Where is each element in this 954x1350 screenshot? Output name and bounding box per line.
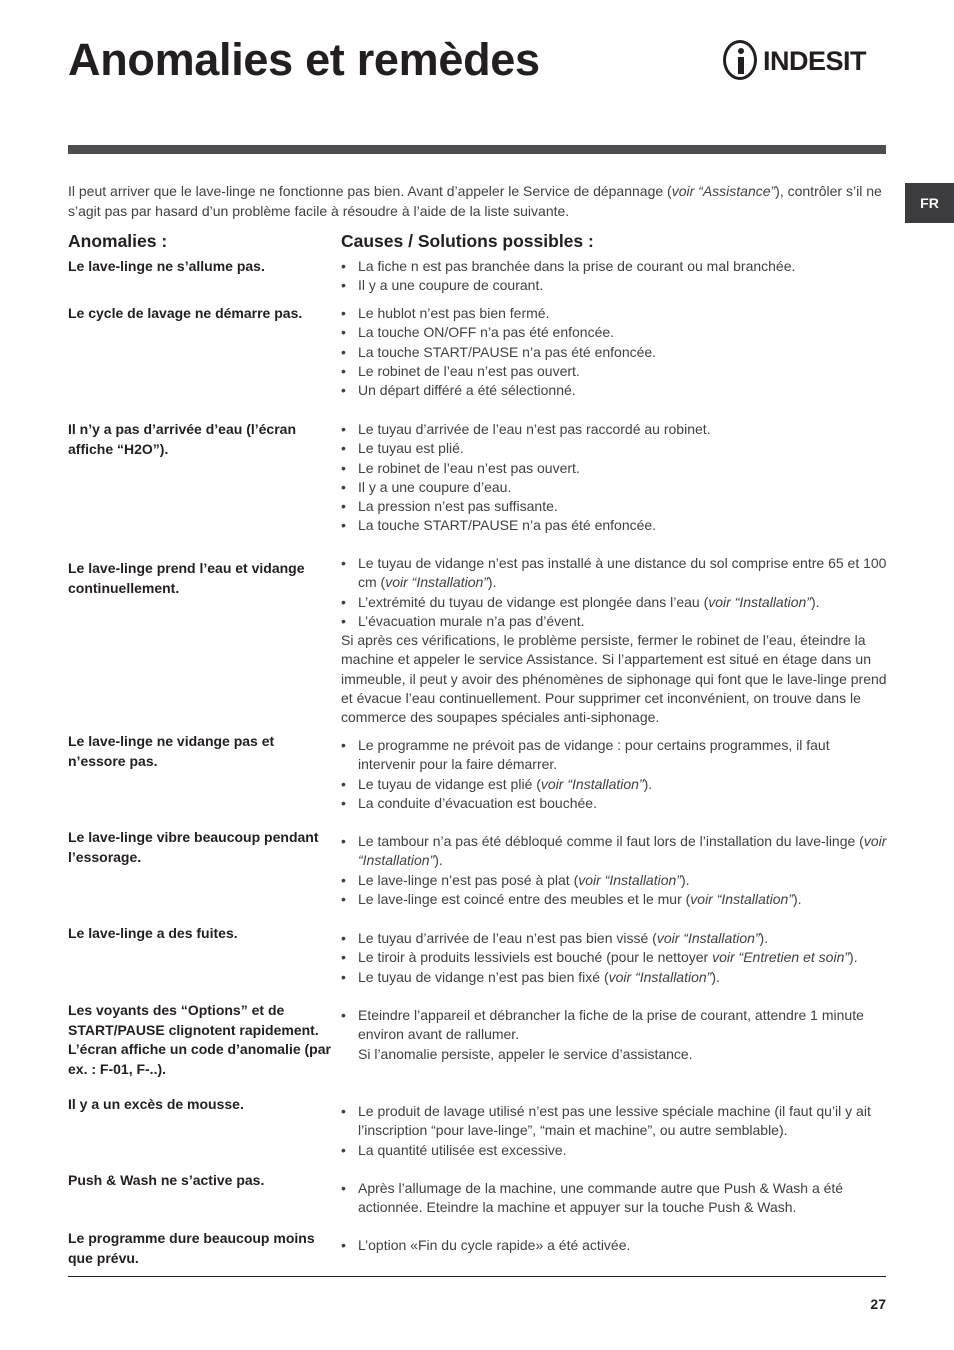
cause-item	[341, 362, 889, 381]
cause-item	[341, 968, 889, 987]
cause-item	[341, 736, 889, 775]
cause-text: L’extrémité du tuyau de vidange est plongée dans l’eau (	[358, 593, 709, 610]
solutions-block	[341, 257, 889, 296]
cause-text: L’évacuation murale n’a pas d’évent.	[358, 612, 585, 629]
cause-text: La touche START/PAUSE n’a pas été enfoncée.	[358, 343, 657, 360]
solutions-block	[341, 1006, 889, 1064]
cause-reference: voir “Installation”	[708, 593, 811, 610]
cause-item	[341, 497, 889, 516]
cause-text-end: ).	[487, 574, 497, 591]
cause-reference: voir “Installation”	[578, 871, 681, 888]
cause-item	[341, 276, 889, 295]
cause-reference: voir “Installation”	[608, 968, 712, 985]
cause-text: Le hublot n’est pas bien fermé.	[358, 305, 550, 321]
cause-item	[341, 381, 889, 400]
cause-text: Il y a une coupure de courant.	[358, 277, 544, 294]
anomaly-label: Le lave-linge ne vidange pas et n’essore pas.	[68, 733, 275, 769]
anomaly-label: Le lave-linge ne s’allume pas.	[68, 258, 265, 274]
cause-item	[341, 459, 889, 478]
cause-text-end: ).	[849, 949, 858, 966]
cause-item	[341, 304, 889, 323]
cause-item	[341, 1102, 889, 1141]
cause-item	[341, 832, 889, 871]
cause-item	[341, 439, 889, 458]
cause-text: Le tuyau de vidange est plié (	[358, 775, 541, 792]
language-tab: FR	[905, 183, 954, 223]
cause-text-end: ).	[759, 930, 769, 946]
cause-item	[341, 1179, 889, 1218]
cause-item	[341, 612, 889, 631]
cause-text-end: ).	[711, 968, 720, 985]
cause-text: Le tiroir à produits lessiviels est bouché (pour le nettoyer	[358, 949, 713, 966]
intro-text-a: Il peut arriver que le lave-linge ne fonctionne pas bien. Avant d’appeler le Service de dépannage (	[68, 183, 672, 199]
cause-text: La pression n’est pas suffisante.	[358, 498, 558, 515]
cause-item	[341, 929, 889, 948]
cause-text: La quantité utilisée est excessive.	[358, 1141, 567, 1158]
anomaly-label: Il y a un excès de mousse.	[68, 1096, 244, 1112]
anomaly-label: Le lave-linge prend l’eau et vidange continuellement.	[68, 560, 305, 596]
cause-text: La touche START/PAUSE n’a pas été enfoncée.	[358, 517, 657, 534]
info-i-icon	[723, 40, 757, 80]
solutions-block	[341, 420, 889, 536]
cause-item	[341, 420, 889, 439]
solution-note: Si après ces vérifications, le problème persiste, fermer le robinet de l’eau, éteindre la machine et appeler le service Assistance. Si l’appartement est situé en étage dans un immeuble, il peut y avoir des phénomènes de siphonage qui font que le lave-linge prend et évacue l’eau continuellement. Pour supprimer cet inconvénient, on trouve dans le commerce des soupapes spéciales anti-siphonage.	[341, 632, 887, 726]
cause-text: Le lave-linge est coincé entre des meubles et le mur (	[358, 890, 691, 907]
cause-item	[341, 1006, 889, 1064]
cause-text-end: ).	[434, 852, 443, 869]
cause-text: Le programme ne prévoit pas de vidange : pour certains programmes, il faut intervenir pour la faire démarrer.	[358, 737, 830, 773]
cause-text: Après l’allumage de la machine, une commande autre que Push & Wash a été actionnée. Eteindre la machine et appuyer sur la touche Push & Wash.	[358, 1180, 844, 1216]
anomaly-label: Le programme dure beaucoup moins que prévu.	[68, 1230, 315, 1266]
footer-rule	[68, 1276, 886, 1277]
cause-text-end: ).	[643, 775, 653, 792]
cause-text: Le tuyau de vidange n’est pas installé à une distance du sol comprise entre 65 et 100 cm (	[358, 555, 887, 591]
anomaly-label: Les voyants des “Options” et de START/PAUSE clignotent rapidement. L’écran affiche un code d’anomalie (par ex. : F-01, F-..).	[68, 1002, 331, 1077]
cause-text: Le tuyau de vidange n’est pas bien fixé (	[358, 968, 609, 985]
anomaly-label: Push & Wash ne s’active pas.	[68, 1172, 265, 1188]
cause-text: Le robinet de l’eau n’est pas ouvert.	[358, 362, 580, 379]
cause-reference: voir “Installation”	[690, 890, 793, 907]
cause-text: La conduite d’évacuation est bouchée.	[358, 794, 597, 811]
cause-text: Le tuyau d’arrivée de l’eau n’est pas raccordé au robinet.	[358, 421, 711, 437]
cause-item	[341, 516, 889, 535]
page-title: Anomalies et remèdes	[68, 34, 540, 85]
cause-item	[341, 323, 889, 342]
cause-text: Le robinet de l’eau n’est pas ouvert.	[358, 459, 580, 476]
solutions-block	[341, 736, 889, 813]
cause-text: Le produit de lavage utilisé n’est pas une lessive spéciale machine (il faut qu’il y ait l’inscription “pour lave-linge”, “main et machine”, ou autre semblable).	[358, 1103, 871, 1139]
cause-text: Le tuyau d’arrivée de l’eau n’est pas bien vissé (	[358, 930, 657, 946]
cause-item	[341, 343, 889, 362]
cause-text: Le tuyau est plié.	[358, 440, 464, 457]
cause-item	[341, 794, 889, 813]
causes-heading: Causes / Solutions possibles :	[341, 231, 594, 251]
intro-text-b: ), contrôler s’il ne s’agit pas par hasard d’un problème facile à résoudre à l’aide de la liste suivante.	[68, 183, 882, 219]
cause-reference: voir “Installation”	[540, 775, 644, 792]
page-number: 27	[870, 1296, 886, 1312]
cause-item	[341, 871, 889, 890]
solutions-block	[341, 554, 889, 728]
cause-reference: voir “Installation”	[358, 833, 887, 869]
solutions-block	[341, 304, 889, 400]
cause-text-end: ).	[810, 593, 820, 610]
anomaly-label: Il n’y a pas d’arrivée d’eau (l’écran affiche “H2O”).	[68, 421, 296, 457]
cause-reference: voir “Installation”	[656, 930, 760, 946]
cause-text: La fiche n est pas branchée dans la prise de courant ou mal branchée.	[358, 258, 796, 274]
cause-text: Le lave-linge n’est pas posé à plat (	[358, 871, 579, 888]
cause-followup: Si l’anomalie persiste, appeler le service d’assistance.	[358, 1045, 693, 1062]
cause-text: L’option «Fin du cycle rapide» a été activée.	[358, 1237, 631, 1253]
cause-item	[341, 1236, 889, 1255]
cause-item	[341, 1141, 889, 1160]
cause-text-end: ).	[680, 871, 690, 888]
anomalies-heading: Anomalies :	[68, 231, 168, 251]
solutions-block	[341, 1236, 889, 1255]
cause-text-end: ).	[792, 890, 802, 907]
cause-text: Eteindre l’appareil et débrancher la fiche de la prise de courant, attendre 1 minute environ avant de rallumer.	[358, 1007, 864, 1043]
cause-item	[341, 890, 889, 909]
cause-item	[341, 478, 889, 497]
brand-wordmark: INDESIT	[763, 46, 867, 76]
cause-text: La touche ON/OFF n’a pas été enfoncée.	[358, 324, 615, 341]
header-rule	[68, 145, 886, 154]
cause-reference: voir “Installation”	[385, 574, 488, 591]
intro-reference: voir “Assistance”	[671, 183, 776, 199]
solutions-block	[341, 832, 889, 909]
anomaly-label: Le cycle de lavage ne démarre pas.	[68, 305, 303, 321]
cause-item	[341, 554, 889, 593]
cause-reference: voir “Entretien et soin”	[712, 949, 850, 966]
cause-item	[341, 948, 889, 967]
cause-text: Le tambour n’a pas été débloqué comme il faut lors de l’installation du lave-linge (	[358, 833, 864, 849]
anomaly-label: Le lave-linge a des fuites.	[68, 925, 238, 941]
indesit-logo	[723, 38, 887, 88]
intro-paragraph	[68, 181, 886, 221]
cause-item	[341, 257, 889, 276]
cause-item	[341, 775, 889, 794]
solutions-block	[341, 929, 889, 987]
cause-text: Un départ différé a été sélectionné.	[358, 382, 576, 399]
solutions-block	[341, 1179, 889, 1218]
anomaly-label: Le lave-linge vibre beaucoup pendant l’essorage.	[68, 829, 319, 865]
cause-item	[341, 593, 889, 612]
solutions-block	[341, 1102, 889, 1160]
cause-text: Il y a une coupure d’eau.	[358, 478, 512, 495]
